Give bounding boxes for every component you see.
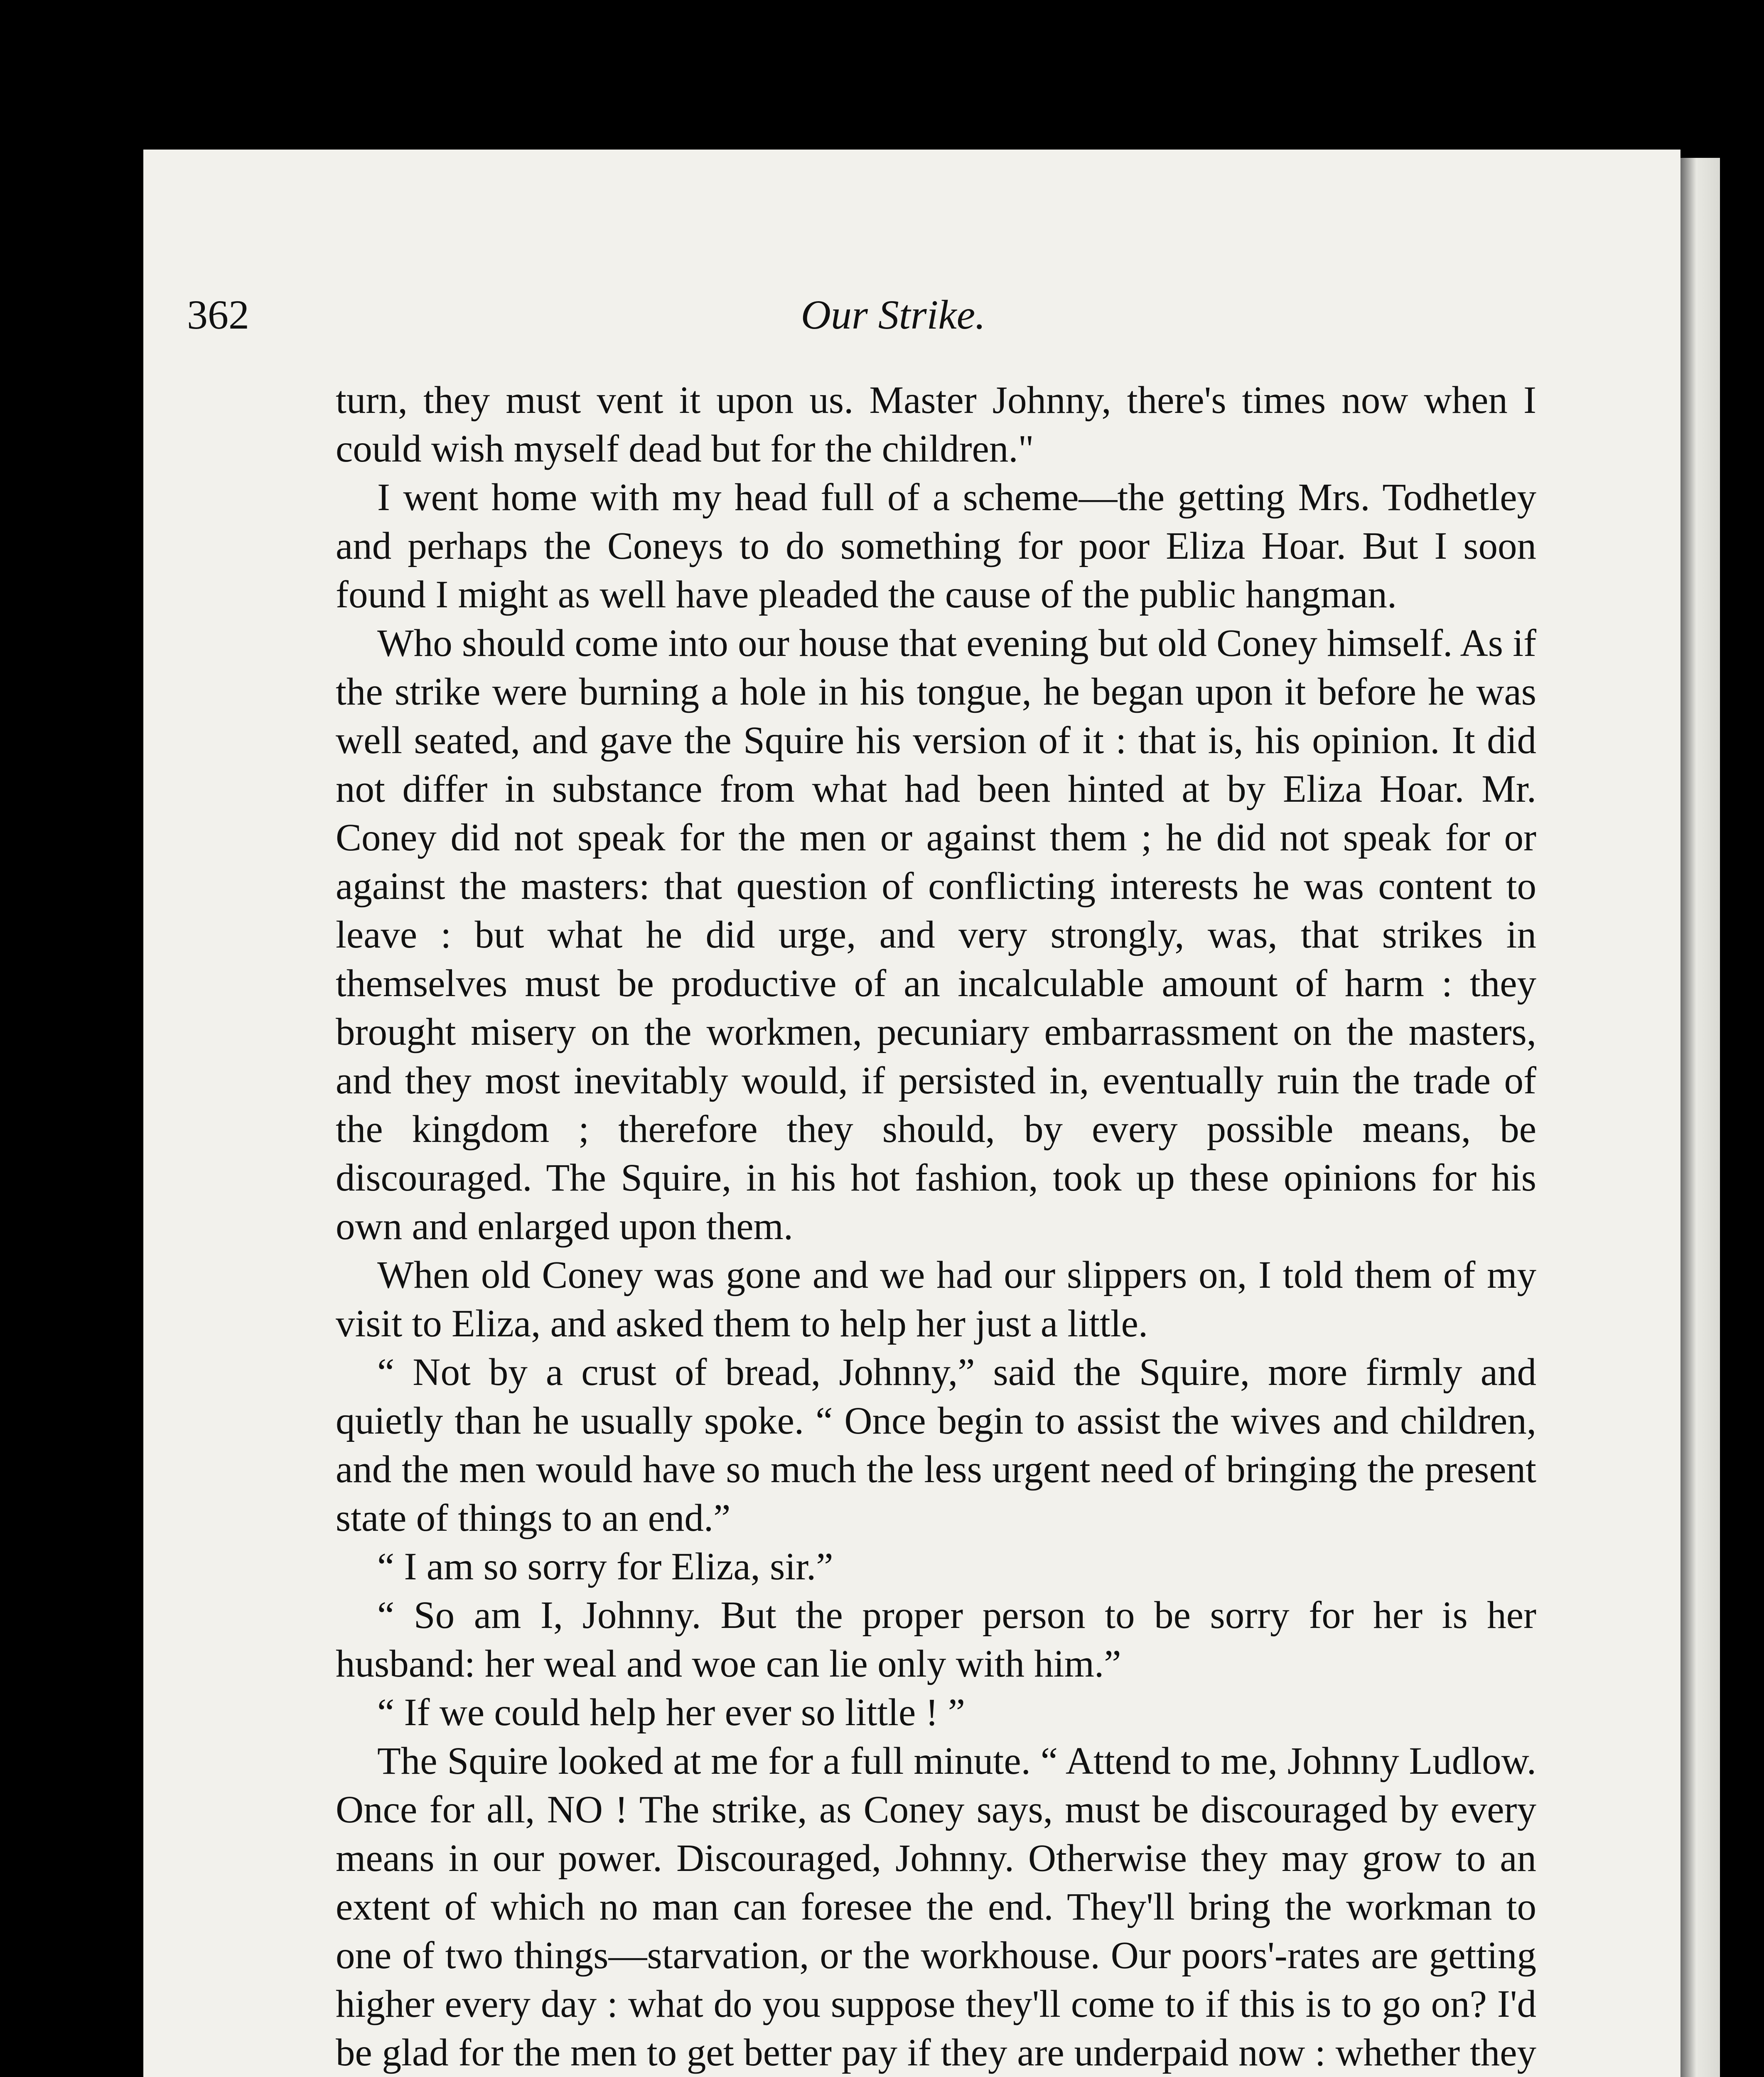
book-spine-edge — [1680, 158, 1720, 2077]
paragraph: turn, they must vent it upon us. Master Johnny, there's times now when I could wish myself dead but for the children." — [336, 379, 1536, 470]
running-head — [187, 291, 1516, 349]
paragraph: “ I am so sorry for Eliza, sir.” — [377, 1545, 833, 1588]
paragraph: The Squire looked at me for a full minute. “ Attend to me, Johnny Ludlow. Once for all, NO ! The strike, as Coney says, must be discouraged by every means in our power. Discouraged, Johnny. Otherwise they may grow to an extent of which no man can foresee the end. They'll bring the workman to one of two things—starvation, or the workhouse. Our poors'-rates are getting higher every day : what do you suppose they'll come to if this is to go on? I'd be glad for the men to get better pay if they are underpaid now : whether they — [336, 1740, 1536, 2074]
page-number: 362 — [187, 292, 249, 338]
paragraph: “ So am I, Johnny. But the proper person to be sorry for her is her husband: her weal and woe can lie only with him.” — [336, 1594, 1536, 1685]
paragraph: “ If we could help her ever so little ! ” — [377, 1691, 966, 1734]
paragraph: I went home with my head full of a scheme—the getting Mrs. Todhetley and perhaps the Coneys to do something for poor Eliza Hoar. But I soon found I might as well have pleaded the cause of the public hangman. — [336, 476, 1536, 616]
paragraph: Who should come into our house that evening but old Coney himself. As if the strike were burning a hole in his tongue, he began upon it before he was well seated, and gave the Squire his version of it : that is, his opinion. It did not differ in substance from what had been hinted at by Eliza Hoar. Mr. Coney did not speak for the men or against them ; he did not speak for or against the masters: that question of conflicting interests he was content to leave : but what he did urge, and very strongly, was, that strikes in themselves must be productive of an incalculable amount of harm : they brought misery on the workmen, pecuniary embarrassment on the masters, and they most inevitably would, if persisted in, eventually ruin the trade of the kingdom ; therefore they should, by every possible means, be discouraged. The Squire, in his hot fashion, took up these opinions for his own and enlarged upon them. — [336, 622, 1536, 1248]
paragraph: When old Coney was gone and we had our slippers on, I told them of my visit to Eliza, and asked them to help her just a little. — [336, 1254, 1536, 1345]
running-title: Our Strike. — [801, 292, 986, 338]
body-text — [336, 376, 1536, 2077]
paragraph: “ Not by a crust of bread, Johnny,” said the Squire, more firmly and quietly than he usually spoke. “ Once begin to assist the wives and children, and the men would have so much the less urgent need of bringing the present state of things to an end.” — [336, 1351, 1536, 1539]
